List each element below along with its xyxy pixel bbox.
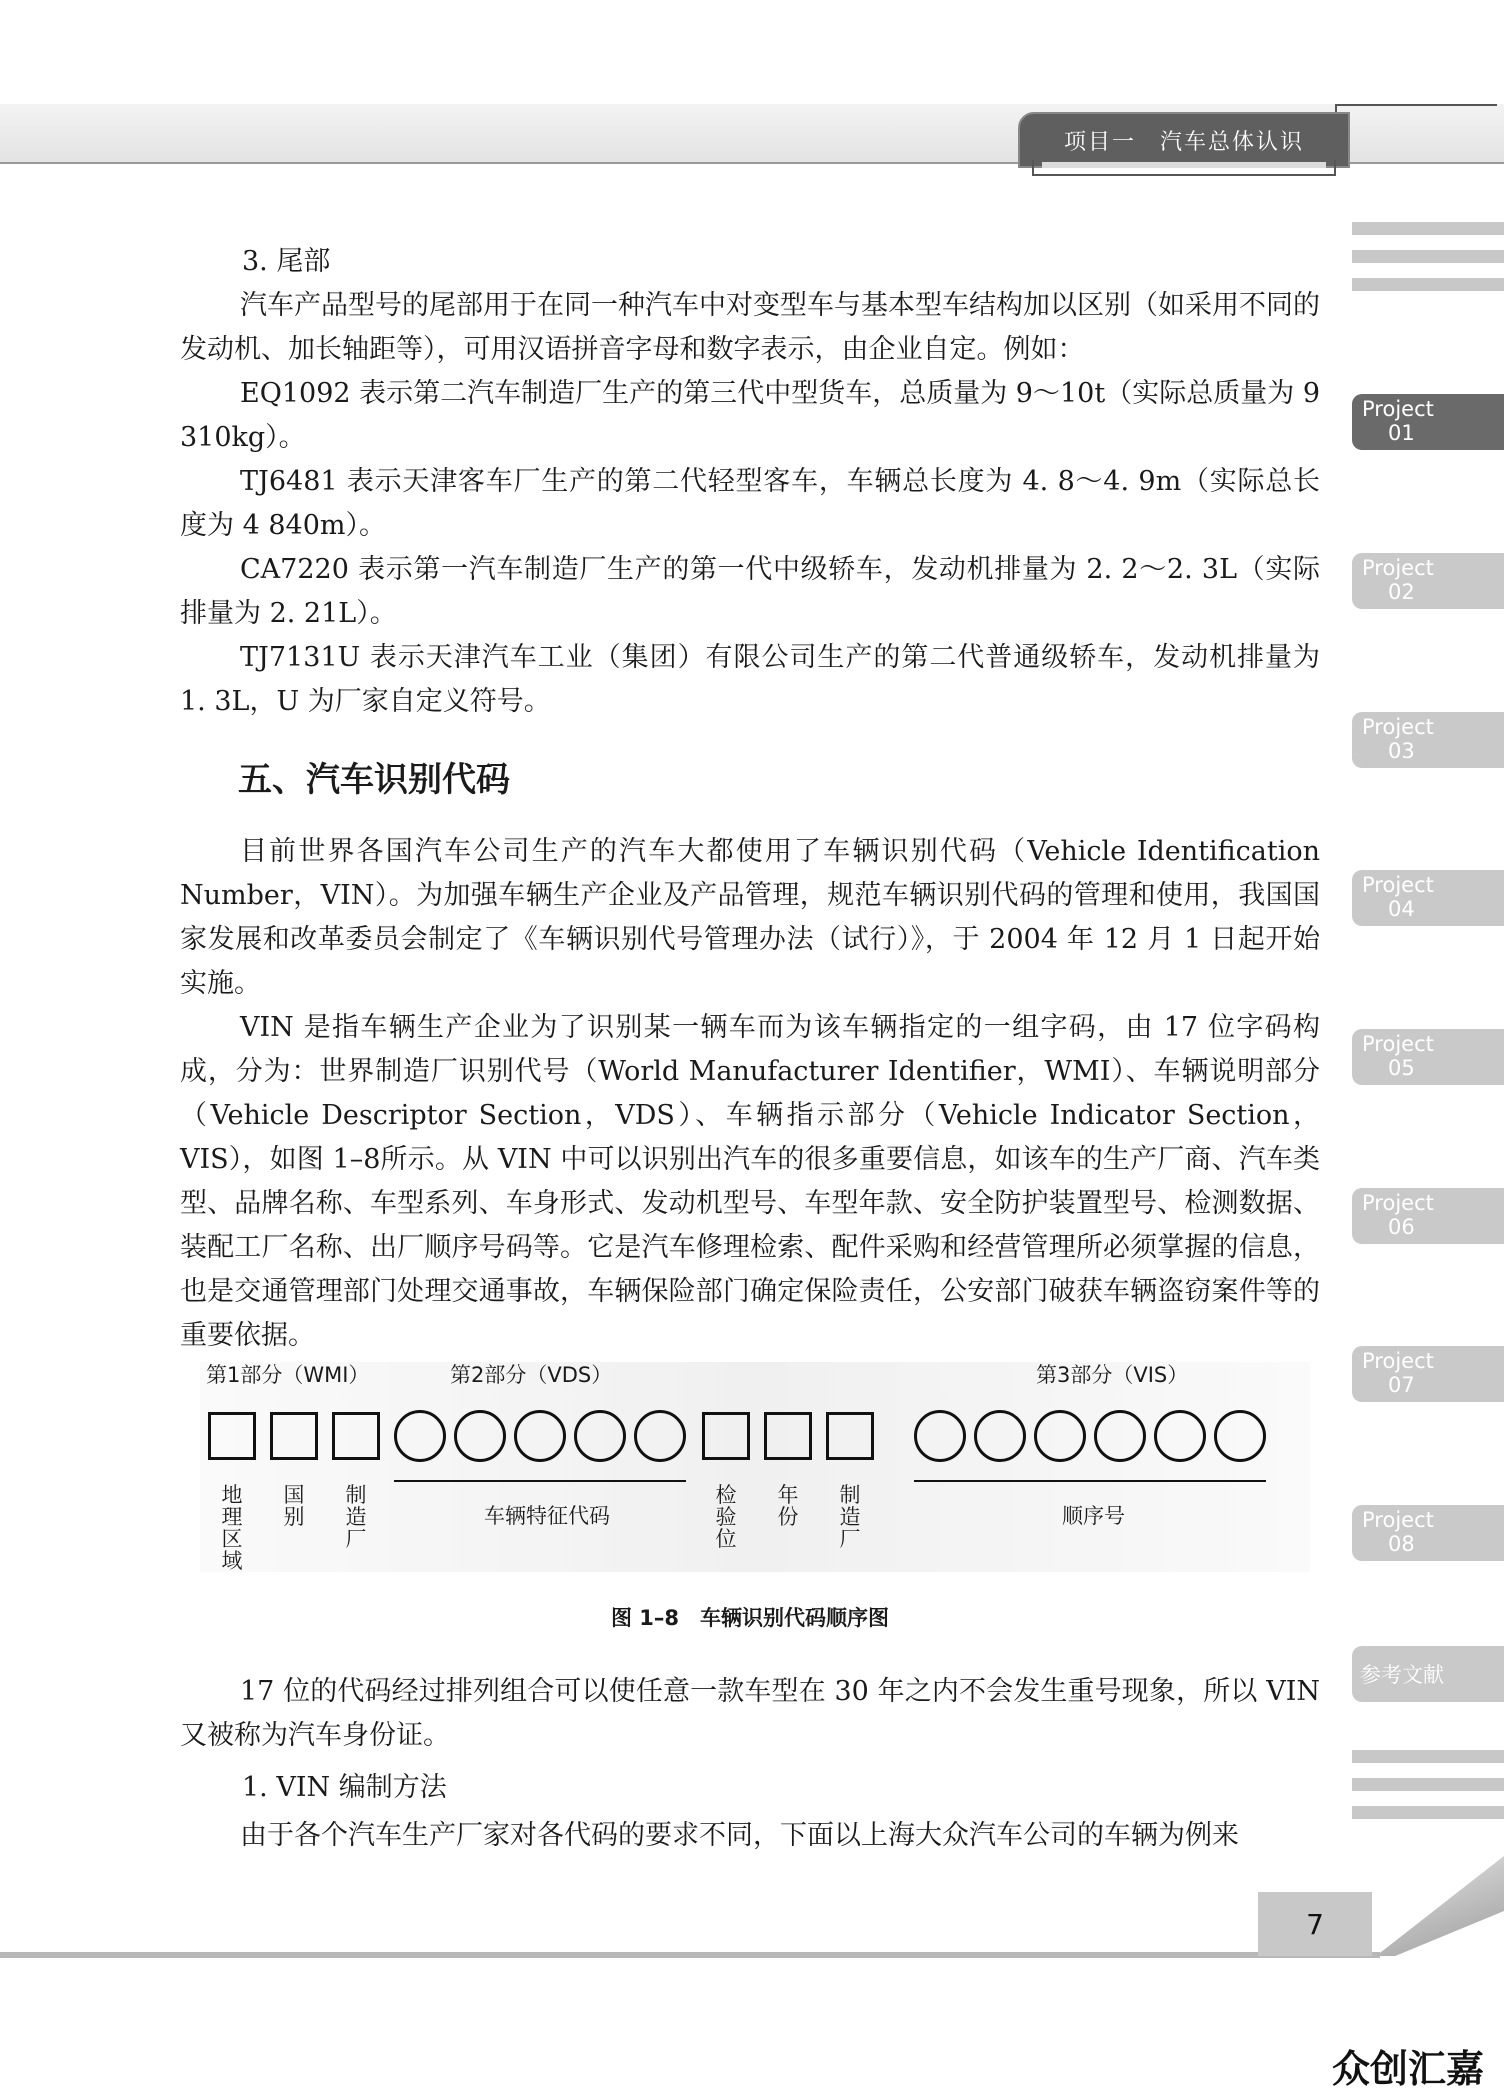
vis-circle <box>1214 1410 1266 1462</box>
side-stripe <box>1352 222 1504 235</box>
vis-circle <box>974 1410 1026 1462</box>
part3-label: 第3部分（VIS） <box>1036 1363 1189 1387</box>
paragraph: TJ6481 表示天津客车厂生产的第二代轻型客车，车辆总长度为 4. 8～4. 9m（实际总长度为 4 840m）。 <box>180 466 1320 541</box>
page-content <box>180 240 1320 1858</box>
project-tab-number: 02 <box>1388 580 1415 604</box>
paragraph: 由于各个汽车生产厂家对各代码的要求不同，下面以上海大众汽车公司的车辆为例来 <box>240 1820 1239 1851</box>
feature-code-bracket <box>394 1480 686 1482</box>
project-tab-number: 06 <box>1388 1215 1415 1239</box>
watermark-logo: 众创汇嘉 <box>1332 2047 1485 2091</box>
project-tab-08[interactable] <box>1352 1505 1504 1561</box>
year-label: 年份 <box>777 1483 799 1529</box>
vds-circle <box>634 1410 686 1462</box>
project-tab-04[interactable] <box>1352 870 1504 926</box>
country-label: 国别 <box>283 1483 305 1529</box>
project-tab-06[interactable] <box>1352 1188 1504 1244</box>
project-tab-label: Project <box>1362 873 1434 897</box>
paragraph: EQ1092 表示第二汽车制造厂生产的第三代中型货车，总质量为 9～10t（实际总质量为 9 310kg）。 <box>180 378 1320 453</box>
paragraph: TJ7131U 表示天津汽车工业（集团）有限公司生产的第二代普通级轿车，发动机排量为 1. 3L，U 为厂家自定义符号。 <box>180 642 1320 717</box>
project-tab-number: 05 <box>1388 1056 1415 1080</box>
project-tab-number: 08 <box>1388 1532 1415 1556</box>
side-stripe <box>1352 278 1504 291</box>
project-tab-05[interactable] <box>1352 1029 1504 1085</box>
side-stripe <box>1352 250 1504 263</box>
vds-square <box>702 1412 750 1460</box>
maker-label: 制造厂 <box>345 1483 367 1551</box>
project-tab-label: Project <box>1362 1191 1434 1215</box>
plant-label: 制造厂 <box>839 1483 861 1551</box>
paragraph: 汽车产品型号的尾部用于在同一种汽车中对变型车与基本型车结构加以区别（如采用不同的发动机、加长轴距等），可用汉语拼音字母和数字表示，由企业自定。例如： <box>180 290 1320 365</box>
project-tab-label: Project <box>1362 715 1434 739</box>
vis-circle <box>1034 1410 1086 1462</box>
sequence-bracket <box>914 1480 1266 1482</box>
footer-decoration <box>1376 1856 1504 1956</box>
side-stripe <box>1352 1806 1504 1819</box>
project-tab-label: Project <box>1362 556 1434 580</box>
page-number: 7 <box>1258 1892 1372 1956</box>
header-decoration-bar <box>1032 160 1336 176</box>
vis-circle <box>1094 1410 1146 1462</box>
vds-circle <box>454 1410 506 1462</box>
region-label: 地理区域 <box>221 1483 243 1573</box>
vis-square <box>826 1412 874 1460</box>
project-tab-number: 03 <box>1388 739 1415 763</box>
project-tab-02[interactable] <box>1352 553 1504 609</box>
vds-circle <box>394 1410 446 1462</box>
footer-band <box>0 1952 1380 1958</box>
section-heading: 五、汽车识别代码 <box>238 760 510 800</box>
project-tab-label: Project <box>1362 397 1434 421</box>
side-stripe <box>1352 1750 1504 1763</box>
part2-label: 第2部分（VDS） <box>450 1363 613 1387</box>
sequence-label: 顺序号 <box>1062 1504 1125 1528</box>
project-tab-label: Project <box>1362 1508 1434 1532</box>
project-tab-number: 04 <box>1388 897 1415 921</box>
figure-caption: 图 1–8 车辆识别代码顺序图 <box>610 1606 890 1630</box>
project-tab-label: Project <box>1362 1032 1434 1056</box>
wmi-square <box>332 1412 380 1460</box>
part1-label: 第1部分（WMI） <box>206 1363 370 1387</box>
paragraph: VIN 是指车辆生产企业为了识别某一辆车而为该车辆指定的一组字码，由 17 位字码构成，分为：世界制造厂识别代号（World Manufacturer Identifier，WMI）、车辆说明部分（Vehicle Descriptor Section，VDS）、车辆指示部分（Vehicle Indicator Section，VIS），如图 1–8所示。从 VIN 中可以识别出汽车的很多重要信息，如该车的生产厂商、汽车类型、品牌名称、车型系列、车身形式、发动机型号、车型年款、安全防护装置型号、检测数据、装配工厂名称、出厂顺序号码等。它是汽车修理检索、配件采购和经营管理所必须掌握的信息，也是交通管理部门处理交通事故，车辆保险部门确定保险责任，公安部门破获车辆盗窃案件等的重要依据。 <box>180 1012 1320 1351</box>
vis-circle <box>914 1410 966 1462</box>
project-tab-01[interactable] <box>1352 394 1504 450</box>
vis-square <box>764 1412 812 1460</box>
wmi-square <box>270 1412 318 1460</box>
project-tab-number: 07 <box>1388 1373 1415 1397</box>
project-tab-number: 01 <box>1388 421 1415 445</box>
check-digit-label: 检验位 <box>715 1483 737 1551</box>
vds-circle <box>514 1410 566 1462</box>
project-tab-03[interactable] <box>1352 712 1504 768</box>
chapter-title: 项目一 汽车总体认识 <box>1018 112 1350 168</box>
project-tab-07[interactable] <box>1352 1346 1504 1402</box>
side-stripe <box>1352 1778 1504 1791</box>
vis-circle <box>1154 1410 1206 1462</box>
paragraph: 17 位的代码经过排列组合可以使任意一款车型在 30 年之内不会发生重号现象，所以 VIN 又被称为汽车身份证。 <box>180 1676 1320 1751</box>
header-decoration <box>1335 104 1497 166</box>
vds-circle <box>574 1410 626 1462</box>
subsection-heading: 1. VIN 编制方法 <box>242 1772 447 1803</box>
paragraph: 目前世界各国汽车公司生产的汽车大都使用了车辆识别代码（Vehicle Identification Number，VIN）。为加强车辆生产企业及产品管理，规范车辆识别代码的管理和使用，我国国家发展和改革委员会制定了《车辆识别代号管理办法（试行）》，于 2004 年 12 月 1 日起开始实施。 <box>180 836 1320 999</box>
vin-diagram <box>200 1362 1310 1572</box>
paragraph: CA7220 表示第一汽车制造厂生产的第一代中级轿车，发动机排量为 2. 2～2. 3L（实际排量为 2. 21L）。 <box>180 554 1320 629</box>
project-tab-label: Project <box>1362 1349 1434 1373</box>
subsection-heading: 3. 尾部 <box>242 246 331 277</box>
references-tab[interactable]: 参考文献 <box>1352 1646 1504 1702</box>
feature-code-label: 车辆特征代码 <box>484 1504 610 1528</box>
wmi-square <box>208 1412 256 1460</box>
